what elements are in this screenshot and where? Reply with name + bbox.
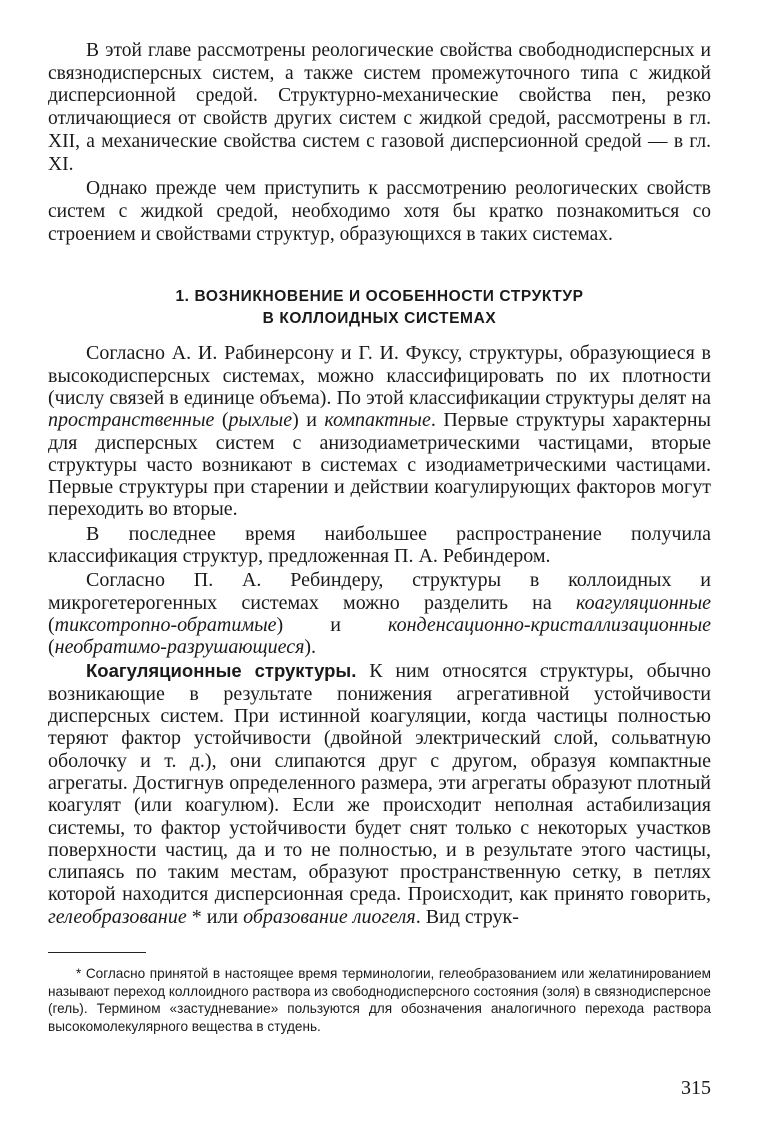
body-paragraph-2: В последнее время наибольшее распространение получила классификация структур, предложенная П. А. Ребиндером. [48,522,711,567]
text-run: ) и [276,613,389,636]
text-run: . Вид струк- [415,905,519,928]
text-run: Согласно А. И. Рабинерсону и Г. И. Фуксу, структуры, образующиеся в высокодисперсных системах, можно классифицировать по их плотности (числу связей в единице объема). По этой классификации структуры делят на [48,342,711,409]
page-number: 315 [681,1077,711,1099]
italic-term: компактные [324,409,431,432]
text-run: ). [304,636,317,659]
text-run: ( [48,613,55,636]
run-in-heading: Коагуляционные структуры. [86,660,357,682]
body-paragraph-3 [48,569,711,658]
italic-term: рыхлые [228,409,293,432]
italic-term: конденсационно-кристаллизационные [388,613,711,636]
body-paragraph-1 [48,342,711,520]
italic-term: тиксотропно-обратимые [54,613,277,636]
footnote: * Согласно принятой в настоящее время терминологии, гелеобразованием или желатинированием называют переход коллоидного раствора из свободнодисперсного состояния (золя) в связнодисперсное (гель). Термином «застудневание» пользуются для обозначения аналогичного перехода раствора высокомолекулярного вещества в студень. [48,966,711,1034]
text-run: К ним относятся структуры, обычно возникающие в результате понижения агрегативной устойчивости дисперсных систем. При истинной коагуляции, когда частицы полностью теряют фактор устойчивости (двойной электрический слой, сольватную оболочку и т. д.), они слипаются друг с другом, образуя компактные агрегаты. Достигнув определенного размера, эти агрегаты образуют плотный коагулят (или коагулюм). Если же происходит неполная астабилизация системы, то фактор устойчивости будет снят только с некоторых участков поверхности частиц, да и то не полностью, и в результате этого частицы, слипаясь по таким местам, образуют пространственную сетку, в петлях которой находится дисперсионная среда. Происходит, как принято говорить, [48,660,711,906]
italic-term: пространственные [48,409,215,432]
text-run: * или [186,905,244,928]
text-run: . Первые структуры характерны для дисперсных систем с анизодиаметрическими частицами, вторые структуры часто возникают в системах с изодиаметрическими частицами. Первые структуры при старении и действии коагулирующих факторов могут переходить во вторые. [48,409,711,521]
italic-term: гелеобразование [48,905,187,928]
page-content [48,40,711,1035]
text-run: ( [48,636,55,659]
section-heading [48,286,711,330]
italic-term: коагуляционные [575,591,711,614]
italic-term: необратимо-разрушающиеся [54,636,305,659]
section-heading-line-1: 1. ВОЗНИКНОВЕНИЕ И ОСОБЕННОСТИ СТРУКТУР [175,288,584,306]
text-run: ( [214,409,229,432]
italic-term: образование лиогеля [243,905,416,928]
intro-paragraph-1: В этой главе рассмотрены реологические свойства свободнодисперсных и связнодисперсных систем, а также систем промежуточного типа с жидкой дисперсионной средой. Структурно-механические свойства пен, резко отличающиеся от свойств других систем с жидкой средой, рассмотрены в гл. XII, а механические свойства систем с газовой дисперсионной средой — в гл. XI. [48,40,711,175]
intro-paragraph-2: Однако прежде чем приступить к рассмотрению реологических свойств систем с жидкой средой, необходимо хотя бы кратко познакомиться со строением и свойствами структур, образующихся в таких системах. [48,178,711,245]
section-heading-line-2: В КОЛЛОИДНЫХ СИСТЕМАХ [262,310,497,328]
text-run: Согласно П. А. Ребиндеру, структуры в коллоидных и микрогетерогенных системах можно разделить на [48,569,711,614]
footnote-divider [48,952,146,953]
body-paragraph-4 [48,660,711,928]
text-run: ) и [292,409,325,432]
